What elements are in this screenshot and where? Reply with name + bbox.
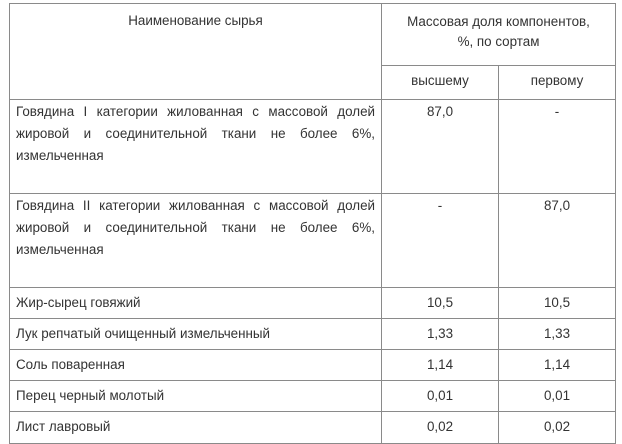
row-value-top: 0,02: [382, 412, 499, 444]
row-name: Говядина I категории жилованная с массовой долей жировой и соединительной ткани не более 6%, измельченная: [10, 100, 382, 194]
row-name: Лук репчатый очищенный измельченный: [10, 319, 382, 350]
table-row: [10, 319, 616, 350]
row-name: Перец черный молотый: [10, 381, 382, 412]
row-value-first: 0,01: [499, 381, 616, 412]
header-mass-line-1: Массовая доля компонентов,: [407, 14, 590, 29]
row-value-first: -: [499, 100, 616, 194]
row-value-first: 10,5: [499, 288, 616, 319]
row-value-top: 1,14: [382, 350, 499, 381]
table-header-row: [10, 4, 616, 66]
header-sort-first: первому: [499, 66, 616, 100]
row-value-first: 0,02: [499, 412, 616, 444]
row-value-top: 10,5: [382, 288, 499, 319]
header-mass-fraction: [382, 4, 616, 66]
row-name: Говядина II категории жилованная с массовой долей жировой и соединительной ткани не более 6%, измельченная: [10, 194, 382, 288]
table-row: [10, 194, 616, 288]
row-name: Жир-сырец говяжий: [10, 288, 382, 319]
table-row: [10, 412, 616, 444]
row-value-top: 87,0: [382, 100, 499, 194]
header-mass-line-2: %, по сортам: [457, 34, 540, 49]
table-row: [10, 100, 616, 194]
header-raw-material: Наименование сырья: [10, 4, 382, 100]
row-value-top: 0,01: [382, 381, 499, 412]
row-name: Лист лавровый: [10, 412, 382, 444]
recipe-table: [9, 3, 616, 444]
row-value-first: 1,14: [499, 350, 616, 381]
table-row: [10, 350, 616, 381]
table-row: [10, 381, 616, 412]
row-value-first: 87,0: [499, 194, 616, 288]
row-value-top: -: [382, 194, 499, 288]
row-value-top: 1,33: [382, 319, 499, 350]
row-value-first: 1,33: [499, 319, 616, 350]
header-sort-top: высшему: [382, 66, 499, 100]
row-name: Соль поваренная: [10, 350, 382, 381]
table-row: [10, 288, 616, 319]
